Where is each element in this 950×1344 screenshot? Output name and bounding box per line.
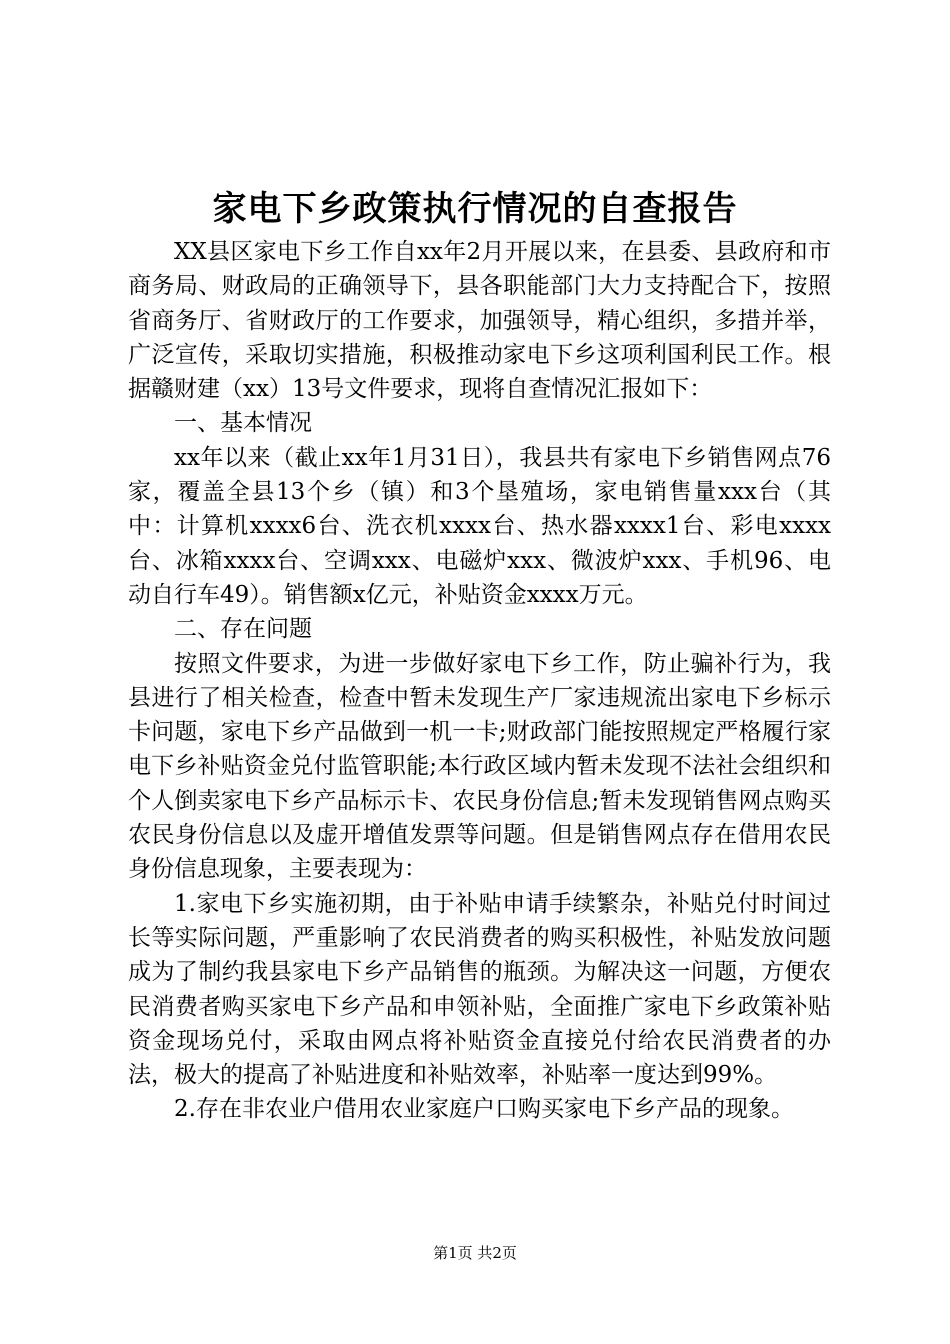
- problem-item-2: 2.存在非农业户借用农业家庭户口购买家电下乡产品的现象。: [174, 1096, 794, 1123]
- page-number-footer: 第1页 共2页: [433, 1244, 517, 1262]
- section-heading-basic-situation: 一、基本情况: [174, 410, 312, 437]
- basic-situation-paragraph: xx年以来（截止xx年1月31日），我县共有家电下乡销售网点76家，覆盖全县13个乡（镇）和3个垦殖场，家电销售量xxx台（其中：计算机xxxx6台、洗衣机xxxx台、热水器xxxx1台、彩电xxxx台、冰箱xxxx台、空调xxx、电磁炉xxx、微波炉xxx、手机96、电动自行车49）。销售额x亿元，补贴资金xxxx万元。: [128, 444, 831, 608]
- document-title: 家电下乡政策执行情况的自查报告: [212, 189, 738, 229]
- problem-item-1: 1.家电下乡实施初期，由于补贴申请手续繁杂，补贴兑付时间过长等实际问题，严重影响了农民消费者的购买积极性，补贴发放问题成为了制约我县家电下乡产品销售的瓶颈。为解决这一问题，方便农民消费者购买家电下乡产品和申领补贴，全面推广家电下乡政策补贴资金现场兑付，采取由网点将补贴资金直接兑付给农民消费者的办法，极大的提高了补贴进度和补贴效率，补贴率一度达到99%。: [128, 890, 831, 1089]
- document-body: [128, 235, 831, 1127]
- existing-problems-paragraph: 按照文件要求，为进一步做好家电下乡工作，防止骗补行为，我县进行了相关检查，检查中暂未发现生产厂家违规流出家电下乡标示卡问题，家电下乡产品做到一机一卡;财政部门能按照规定严格履行家电下乡补贴资金兑付监管职能;本行政区域内暂未发现不法社会组织和个人倒卖家电下乡产品标示卡、农民身份信息;暂未发现销售网点购买农民身份信息以及虚开增值发票等问题。但是销售网点存在借用农民身份信息现象，主要表现为：: [128, 650, 831, 883]
- section-heading-existing-problems: 二、存在问题: [174, 616, 312, 643]
- intro-paragraph: XX县区家电下乡工作自xx年2月开展以来，在县委、县政府和市商务局、财政局的正确领导下，县各职能部门大力支持配合下，按照省商务厅、省财政厅的工作要求，加强领导，精心组织，多措并举，广泛宣传，采取切实措施，积极推动家电下乡这项利国利民工作。根据赣财建（xx）13号文件要求，现将自查情况汇报如下：: [128, 239, 831, 403]
